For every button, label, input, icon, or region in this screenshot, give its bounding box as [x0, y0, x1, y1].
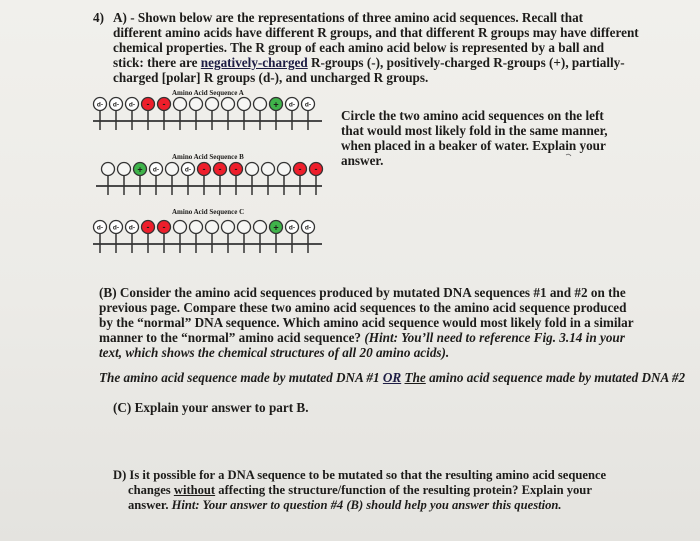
part-b-line2: previous page. Compare these two amino acid sequences to the amino acid sequence produced — [99, 300, 627, 315]
uncharged-residue — [246, 163, 259, 176]
circle-prompt-line3: when placed in a beaker of water. Explain your — [341, 138, 606, 153]
uncharged-residue — [238, 221, 251, 234]
part-d-line3 — [128, 498, 562, 513]
sequence-c — [93, 221, 322, 254]
sequence-b — [96, 163, 323, 196]
part-d-line1: D) Is it possible for a DNA sequence to be mutated so that the resulting amino acid sequence — [113, 468, 607, 482]
uncharged-residue — [102, 163, 115, 176]
uncharged-residue — [278, 163, 291, 176]
polar-label: d- — [152, 166, 160, 174]
polar-label: d- — [128, 224, 136, 232]
circle-prompt-line1: Circle the two amino acid sequences on the left — [341, 108, 604, 123]
uncharged-residue — [238, 98, 251, 111]
question-number: 4) — [93, 10, 104, 25]
q4a-line4-post: R-groups (-), positively-charged R-groups (+), partially- — [311, 55, 625, 70]
part-c-prompt: (C) Explain your answer to part B. — [113, 400, 309, 415]
part-d-line2-post: affecting the structure/function of the resulting protein? Explain your — [218, 483, 592, 497]
minus-label: - — [218, 164, 222, 174]
polar-label: d- — [184, 166, 192, 174]
plus-label: + — [273, 222, 279, 233]
polar-label: d- — [288, 101, 296, 109]
part-b-line5: text, which shows the chemical structures of all 20 amino acids). — [99, 345, 450, 360]
polar-label: d- — [96, 224, 104, 232]
sequence-a — [93, 98, 322, 131]
pen-mark — [566, 154, 571, 156]
uncharged-residue — [222, 98, 235, 111]
uncharged-residue — [118, 163, 131, 176]
plus-label: + — [137, 164, 143, 175]
circle-prompt-line2: that would most likely fold in the same manner, — [341, 123, 608, 138]
sequence-c-label: Amino Acid Sequence C — [172, 208, 245, 216]
part-d-hint: Hint: Your answer to question #4 (B) should help you answer this question. — [171, 498, 562, 512]
uncharged-residue — [166, 163, 179, 176]
minus-label: - — [234, 164, 238, 174]
minus-label: - — [146, 99, 150, 109]
q4a-intro-line3: chemical properties. The R group of each amino acid below is represented by a ball and — [113, 40, 605, 55]
sequence-a-label: Amino Acid Sequence A — [172, 89, 244, 97]
polar-label: d- — [304, 101, 312, 109]
choice-dna-1[interactable]: The amino acid sequence made by mutated DNA #1 — [99, 370, 380, 385]
circle-prompt-line4: answer. — [341, 153, 384, 168]
choice-the: The — [404, 370, 426, 385]
polar-label: d- — [304, 224, 312, 232]
part-b-line3: by the “normal” DNA sequence. Which amino acid sequence would most likely fold in a similar — [99, 315, 634, 330]
uncharged-residue — [254, 98, 267, 111]
uncharged-residue — [206, 221, 219, 234]
minus-label: - — [202, 164, 206, 174]
uncharged-residue — [190, 98, 203, 111]
part-d-answer-label: answer. — [128, 498, 169, 512]
q4a-intro-line2: different amino acids have different R groups, and that different R groups may have different — [113, 25, 639, 40]
part-d-without: without — [173, 483, 216, 497]
minus-label: - — [314, 164, 318, 174]
uncharged-residue — [254, 221, 267, 234]
choice-or: OR — [382, 370, 402, 385]
polar-label: d- — [288, 224, 296, 232]
uncharged-residue — [262, 163, 275, 176]
uncharged-residue — [174, 221, 187, 234]
minus-label: - — [298, 164, 302, 174]
part-b-choice-line — [99, 370, 685, 385]
polar-label: d- — [112, 224, 120, 232]
negatively-charged-term: negatively-charged — [200, 55, 308, 70]
uncharged-residue — [174, 98, 187, 111]
uncharged-residue — [206, 98, 219, 111]
q4a-intro-line5: charged [polar] R groups (d-), and uncharged R groups. — [113, 70, 429, 85]
part-b-line1: (B) Consider the amino acid sequences produced by mutated DNA sequences #1 and #2 on the — [99, 285, 626, 300]
minus-label: - — [162, 222, 166, 232]
uncharged-residue — [222, 221, 235, 234]
part-b-question: manner to the “normal” amino acid sequence? — [99, 330, 362, 345]
polar-label: d- — [112, 101, 120, 109]
sequence-b-label: Amino Acid Sequence B — [172, 153, 244, 161]
polar-label: d- — [128, 101, 136, 109]
part-d-line2 — [128, 483, 592, 498]
minus-label: - — [162, 99, 166, 109]
part-d-line2-pre: changes — [128, 483, 171, 497]
part-b-line4 — [99, 330, 625, 345]
uncharged-residue — [190, 221, 203, 234]
q4a-intro-line1: A) - Shown below are the representations of three amino acid sequences. Recall that — [113, 10, 584, 25]
q4a-line4-pre: stick: there are — [113, 55, 198, 70]
plus-label: + — [273, 99, 279, 110]
choice-dna-2[interactable]: amino acid sequence made by mutated DNA #2 — [429, 370, 686, 385]
polar-label: d- — [96, 101, 104, 109]
minus-label: - — [146, 222, 150, 232]
part-b-hint: (Hint: You’ll need to reference Fig. 3.14 in your — [364, 330, 625, 345]
